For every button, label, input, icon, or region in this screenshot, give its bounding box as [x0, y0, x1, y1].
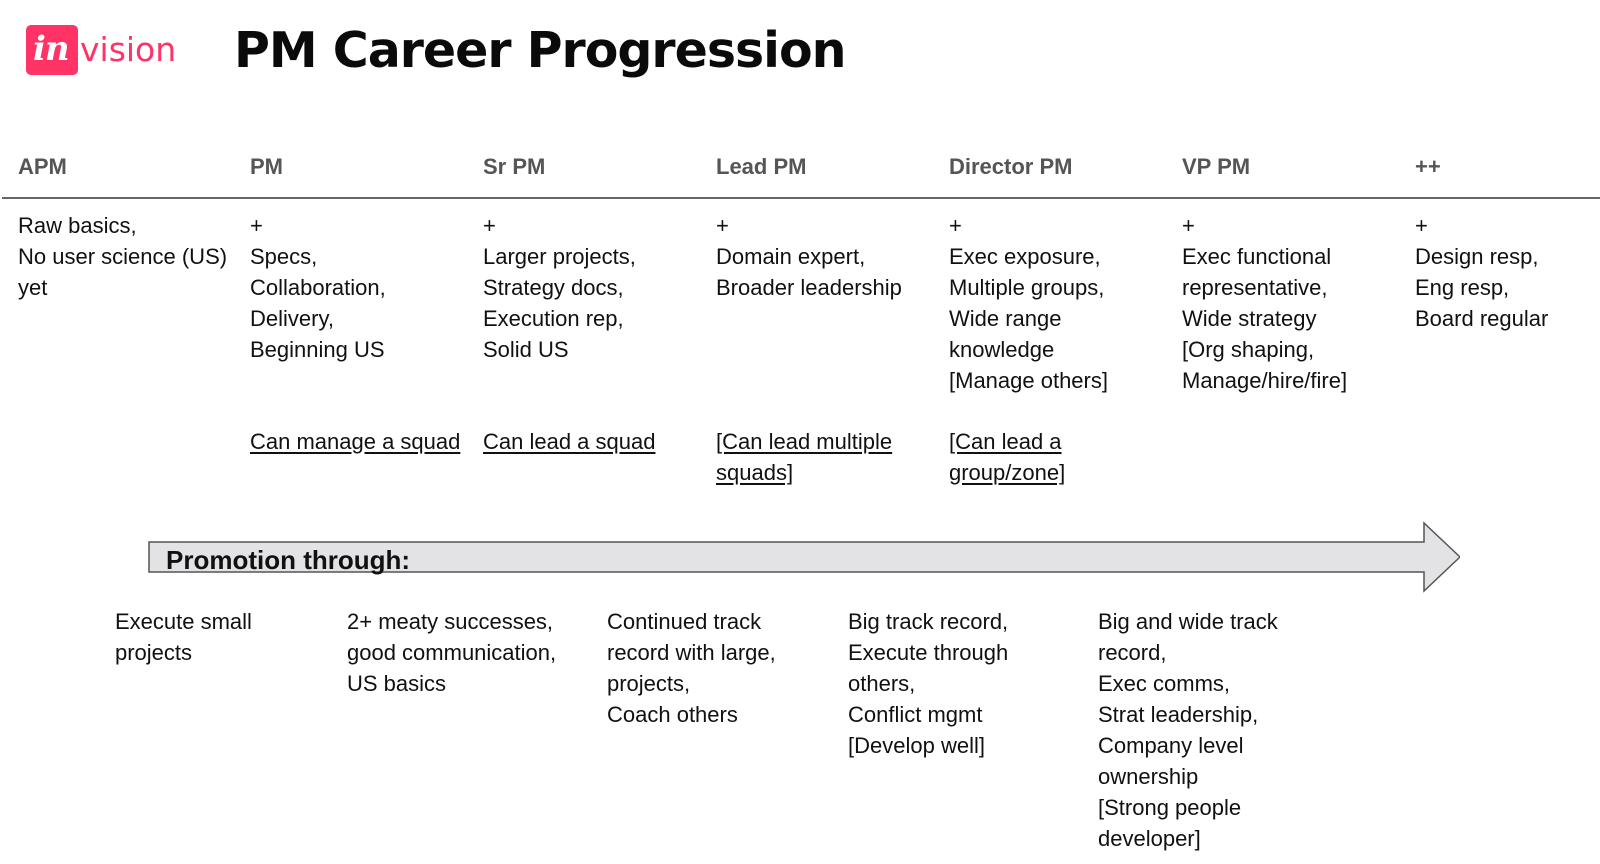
criteria-line: [Develop well] [848, 733, 985, 758]
criteria-line: Conflict mgmt [848, 702, 983, 727]
level-desc-pm [250, 210, 386, 365]
criteria-line: record, [1098, 640, 1167, 665]
page-title: PM Career Progression [234, 22, 846, 79]
level-header-pm: PM [250, 154, 283, 179]
desc-line: Strategy docs, [483, 275, 624, 300]
desc-line: yet [18, 275, 48, 300]
desc-line: Solid US [483, 337, 569, 362]
criteria-line: [Strong people [1098, 795, 1242, 820]
criteria-line: 2+ meaty successes, [347, 609, 554, 634]
criteria-line: Company level [1098, 733, 1244, 758]
level-header-apm: APM [18, 154, 67, 179]
criteria-line: Coach others [607, 702, 738, 727]
desc-line: Larger projects, [483, 244, 636, 269]
criteria-line: record with large, [607, 640, 776, 665]
desc-line: Multiple groups, [949, 275, 1105, 300]
desc-line: Specs, [250, 244, 318, 269]
criteria-line: US basics [347, 671, 447, 696]
invision-logo [26, 24, 176, 76]
criteria-line: Continued track [607, 609, 762, 634]
desc-line: Beginning US [250, 337, 385, 362]
logo-mark: in [26, 25, 78, 75]
criteria-line: projects, [607, 671, 691, 696]
desc-line: No user science (US) [18, 244, 228, 269]
desc-line: Execution rep, [483, 306, 624, 331]
desc-line: Design resp, [1415, 244, 1539, 269]
scope-line: Can lead a squad [483, 429, 656, 454]
desc-line: Board regular [1415, 306, 1549, 331]
level-desc-sr-pm [483, 210, 636, 365]
scope-line: [Can lead a [949, 429, 1062, 454]
desc-line: Exec functional [1182, 244, 1332, 269]
desc-line: Wide range [949, 306, 1062, 331]
criteria-line: ownership [1098, 764, 1199, 789]
desc-line: + [1415, 213, 1428, 238]
desc-line: + [949, 213, 962, 238]
level-header-vp-pm: VP PM [1182, 154, 1251, 179]
desc-line: Exec exposure, [949, 244, 1101, 269]
level-desc-vp-pm [1182, 210, 1347, 396]
desc-line: + [716, 213, 729, 238]
criteria-line: Execute through [848, 640, 1009, 665]
level-desc-apm [18, 210, 227, 303]
desc-line: representative, [1182, 275, 1328, 300]
criteria-line: Big and wide track [1098, 609, 1278, 634]
scope-line: group/zone] [949, 460, 1066, 485]
level-scope-lead-pm [716, 426, 892, 488]
level-desc-plus-plus [1415, 210, 1548, 334]
criteria-line: Big track record, [848, 609, 1009, 634]
promotion-criteria-2 [347, 606, 556, 699]
scope-line: Can manage a squad [250, 429, 461, 454]
criteria-line: Strat leadership, [1098, 702, 1259, 727]
criteria-line: others, [848, 671, 916, 696]
desc-line: [Manage others] [949, 368, 1108, 393]
criteria-line: Execute small [115, 609, 252, 634]
desc-line: knowledge [949, 337, 1055, 362]
promotion-criteria-4 [848, 606, 1008, 761]
logo-wordmark: vision [80, 30, 177, 69]
level-header-plus-plus: ++ [1415, 154, 1441, 179]
criteria-line: developer] [1098, 826, 1201, 851]
scope-line: [Can lead multiple [716, 429, 893, 454]
criteria-line: good communication, [347, 640, 557, 665]
desc-line: Domain expert, [716, 244, 866, 269]
desc-line: Delivery, [250, 306, 334, 331]
promotion-criteria-1 [115, 606, 252, 668]
desc-line: Collaboration, [250, 275, 386, 300]
desc-line: + [250, 213, 263, 238]
desc-line: Broader leadership [716, 275, 902, 300]
level-header-director-pm: Director PM [949, 154, 1073, 179]
criteria-line: Exec comms, [1098, 671, 1231, 696]
desc-line: + [483, 213, 496, 238]
desc-line: Manage/hire/fire] [1182, 368, 1348, 393]
promotion-label: Promotion through: [166, 545, 411, 575]
level-header-lead-pm: Lead PM [716, 154, 807, 179]
desc-line: Raw basics, [18, 213, 137, 238]
promotion-criteria-3 [607, 606, 776, 730]
level-scope-pm [250, 426, 460, 457]
desc-line: Eng resp, [1415, 275, 1510, 300]
level-desc-director-pm [949, 210, 1108, 396]
promotion-criteria-5 [1098, 606, 1278, 854]
level-scope-sr-pm [483, 426, 655, 457]
criteria-line: projects [115, 640, 193, 665]
header-divider [2, 197, 1600, 199]
desc-line: + [1182, 213, 1195, 238]
level-desc-lead-pm [716, 210, 902, 303]
desc-line: Wide strategy [1182, 306, 1317, 331]
desc-line: [Org shaping, [1182, 337, 1315, 362]
scope-line: squads] [716, 460, 794, 485]
level-scope-director-pm [949, 426, 1065, 488]
level-header-sr-pm: Sr PM [483, 154, 546, 179]
